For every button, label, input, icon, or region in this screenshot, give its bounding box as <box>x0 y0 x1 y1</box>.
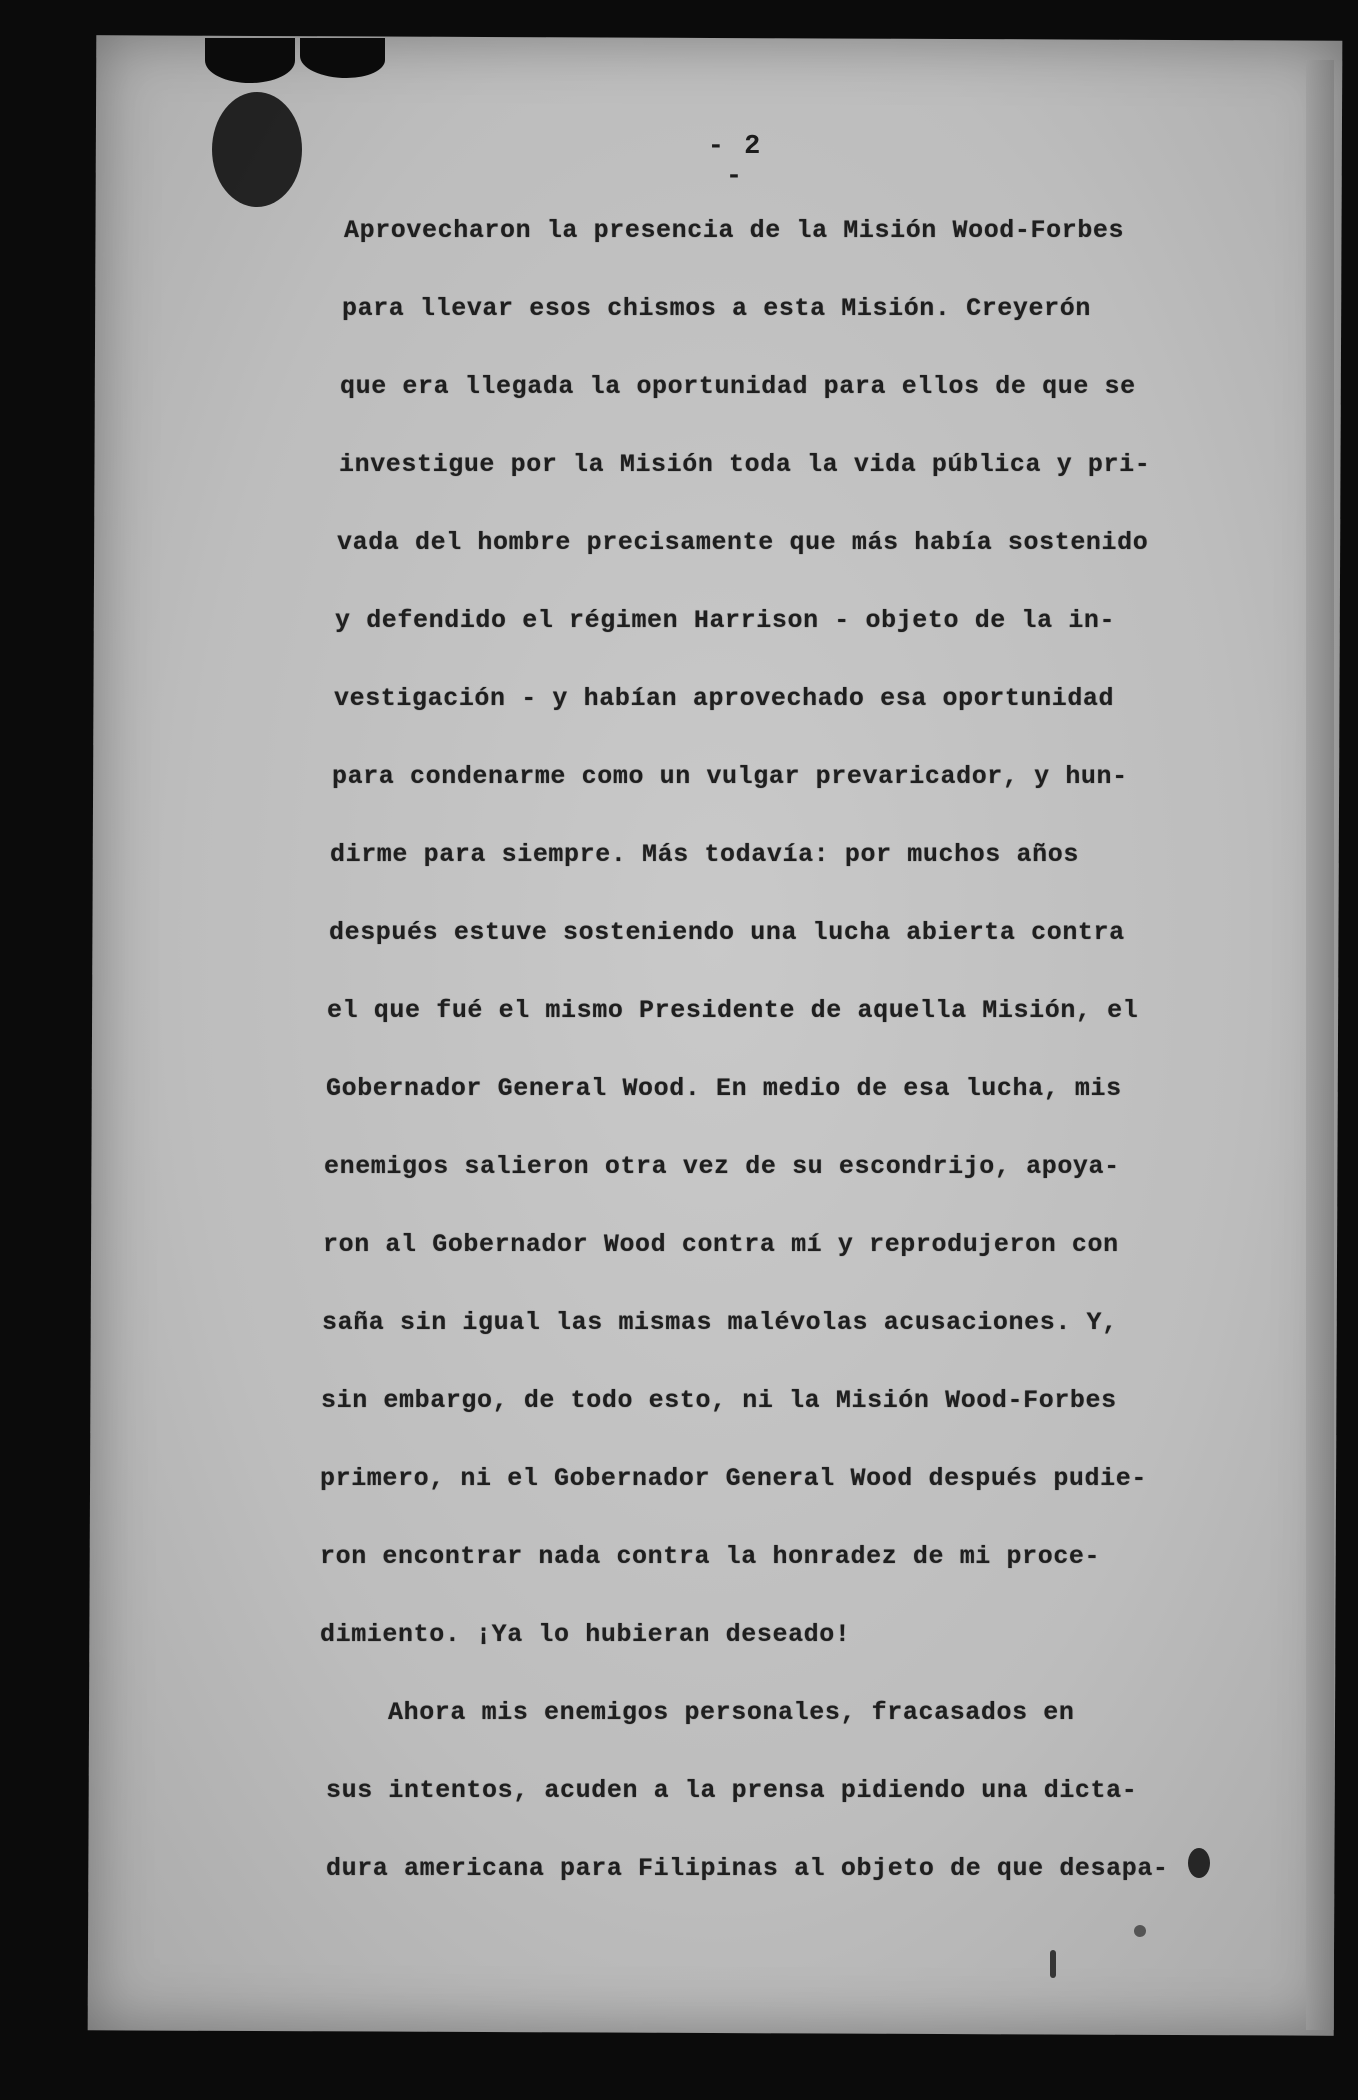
text-line: dirme para siempre. Más todavía: por muchos años <box>330 840 1079 869</box>
text-line: vada del hombre precisamente que más había sostenido <box>337 528 1149 557</box>
page-number: - 2 - <box>707 132 763 192</box>
ink-speck <box>1134 1925 1146 1937</box>
text-line: después estuve sosteniendo una lucha abierta contra <box>329 918 1125 947</box>
text-line: y defendido el régimen Harrison - objeto de la in- <box>335 606 1116 635</box>
ink-mark <box>1050 1950 1056 1978</box>
text-line: que era llegada la oportunidad para ellos de que se <box>340 372 1136 401</box>
text-line: saña sin igual las mismas malévolas acusaciones. Y, <box>322 1308 1118 1337</box>
paper-sheet <box>88 35 1343 2035</box>
text-line: enemigos salieron otra vez de su escondrijo, apoya- <box>324 1152 1120 1181</box>
text-line: Aprovecharon la presencia de la Misión Wood-Forbes <box>344 216 1125 245</box>
text-line: vestigación - y habían aprovechado esa oportunidad <box>334 684 1115 713</box>
torn-corner <box>205 38 295 83</box>
text-line: Ahora mis enemigos personales, fracasados en <box>388 1698 1075 1727</box>
text-line: ron al Gobernador Wood contra mí y reprodujeron con <box>323 1230 1119 1259</box>
text-line: para llevar esos chismos a esta Misión. Creyerón <box>342 294 1091 323</box>
text-line: Gobernador General Wood. En medio de esa lucha, mis <box>326 1074 1122 1103</box>
text-line: investigue por la Misión toda la vida pública y pri- <box>339 450 1151 479</box>
ink-blot-small <box>1188 1848 1210 1878</box>
text-line: sin embargo, de todo esto, ni la Misión Wood-Forbes <box>321 1386 1117 1415</box>
text-line: dimiento. ¡Ya lo hubieran deseado! <box>320 1620 851 1649</box>
text-line: ron encontrar nada contra la honradez de mi proce- <box>320 1542 1101 1571</box>
text-line: el que fué el mismo Presidente de aquella Misión, el <box>327 996 1139 1025</box>
text-line: dura americana para Filipinas al objeto de que desapa- <box>326 1854 1169 1883</box>
text-line: sus intentos, acuden a la prensa pidiendo una dicta- <box>326 1776 1138 1805</box>
paper-edge-shadow <box>1306 60 1334 2030</box>
ink-blot <box>212 92 302 207</box>
text-line: primero, ni el Gobernador General Wood después pudie- <box>320 1464 1147 1493</box>
text-line: para condenarme como un vulgar prevaricador, y hun- <box>332 762 1128 791</box>
